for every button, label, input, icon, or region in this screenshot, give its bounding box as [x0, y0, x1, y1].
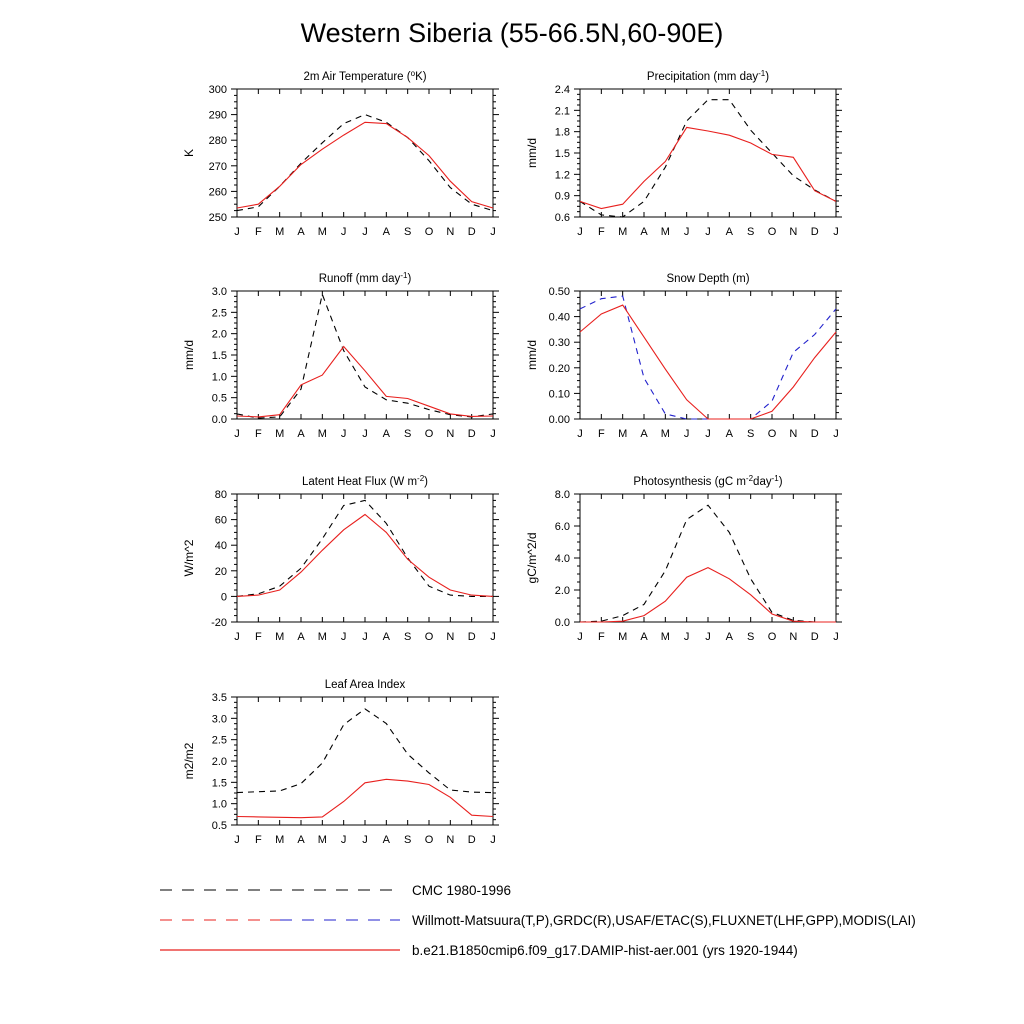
- panel-title: Photosynthesis (gC $m^{-2}day^{-1}$): [633, 474, 783, 488]
- plot-frame: [237, 291, 493, 419]
- plot-frame: [580, 494, 836, 622]
- series-line-model: [580, 127, 836, 208]
- y-tick-label: 3.0: [211, 713, 227, 726]
- x-tick-label: M: [618, 428, 628, 440]
- x-tick-label: O: [767, 428, 777, 440]
- legend-label: Willmott-Matsuura(T,P),GRDC(R),USAF/ETAC(S),FLUXNET(LHF,GPP),MODIS(LAI): [412, 913, 916, 928]
- y-tick-label: 1.0: [211, 371, 227, 384]
- y-tick-label: 60: [214, 514, 227, 527]
- y-tick-label: 2.0: [554, 585, 570, 597]
- y-tick-label: 3.5: [211, 692, 227, 704]
- x-tick-label: J: [683, 226, 690, 238]
- x-tick-label: D: [810, 428, 819, 440]
- x-tick-label: J: [362, 631, 368, 643]
- x-tick-label: J: [833, 428, 839, 440]
- x-tick-label: J: [577, 631, 583, 643]
- y-tick-label: 2.5: [211, 307, 227, 320]
- x-tick-label: N: [446, 428, 455, 440]
- x-tick-label: J: [362, 226, 368, 238]
- y-axis-label: mm/d: [525, 340, 539, 370]
- x-tick-label: M: [317, 226, 327, 238]
- x-tick-label: O: [424, 631, 434, 643]
- plot-frame: [237, 89, 493, 217]
- x-tick-label: O: [767, 631, 777, 643]
- series-line-obs: [237, 294, 493, 418]
- x-tick-label: F: [597, 428, 605, 440]
- panel-snow: [525, 273, 842, 440]
- x-tick-label: A: [297, 631, 305, 643]
- x-tick-label: D: [810, 226, 819, 238]
- y-tick-label: 40: [214, 540, 227, 553]
- series-line-obs: [237, 115, 493, 211]
- legend-label: b.e21.B1850cmip6.f09_g17.DAMIP-hist-aer.001 (yrs 1920-1944): [412, 943, 798, 958]
- series-line-model: [237, 347, 493, 417]
- x-tick-label: D: [467, 631, 476, 643]
- x-tick-label: J: [340, 226, 347, 238]
- y-tick-label: 0.6: [554, 212, 570, 224]
- x-tick-label: J: [683, 428, 690, 440]
- y-tick-label: 0.0: [554, 617, 570, 629]
- x-tick-label: A: [297, 226, 305, 238]
- series-line-model: [237, 515, 493, 597]
- x-tick-label: A: [725, 631, 734, 643]
- legend-item: [160, 883, 511, 898]
- panel-lai: [182, 679, 499, 846]
- x-tick-label: O: [424, 428, 434, 440]
- x-tick-label: M: [317, 834, 327, 846]
- x-tick-label: M: [317, 428, 327, 440]
- x-tick-label: J: [490, 226, 496, 238]
- x-tick-label: J: [683, 631, 690, 643]
- x-tick-label: M: [660, 631, 670, 643]
- x-tick-label: S: [403, 834, 412, 846]
- y-tick-label: 8.0: [554, 489, 570, 501]
- x-tick-label: S: [746, 428, 755, 440]
- x-tick-label: A: [297, 428, 305, 440]
- panel-temp: [182, 69, 499, 238]
- x-tick-label: A: [297, 834, 305, 846]
- y-tick-label: 270: [208, 160, 227, 173]
- legend-item: [160, 943, 798, 958]
- x-tick-label: D: [810, 631, 819, 643]
- y-tick-label: 1.2: [554, 169, 570, 182]
- y-tick-label: 250: [208, 212, 227, 224]
- x-tick-label: A: [725, 226, 734, 238]
- x-tick-label: N: [446, 631, 455, 643]
- plot-frame: [580, 291, 836, 419]
- y-tick-label: 0.50: [548, 286, 570, 298]
- panel-lhf: [182, 474, 499, 643]
- x-tick-label: M: [618, 631, 628, 643]
- series-line-obs: [237, 709, 493, 793]
- panel-title: Snow Depth (m): [666, 273, 750, 285]
- plot-frame: [237, 697, 493, 825]
- y-tick-label: 80: [214, 489, 227, 501]
- x-tick-label: J: [340, 631, 347, 643]
- y-tick-label: 1.5: [554, 148, 570, 160]
- y-tick-label: 0.20: [548, 362, 570, 375]
- y-tick-label: 2.0: [211, 328, 227, 341]
- x-tick-label: J: [833, 226, 839, 238]
- y-axis-label: gC/m^2/d: [525, 532, 539, 584]
- y-tick-label: 0.5: [211, 820, 227, 832]
- x-tick-label: N: [789, 428, 798, 440]
- x-tick-label: J: [490, 631, 496, 643]
- panel-title: 2m Air Temperature ($^o$K): [303, 69, 427, 83]
- x-tick-label: M: [660, 226, 670, 238]
- x-tick-label: S: [403, 631, 412, 643]
- legend-label: CMC 1980-1996: [412, 883, 512, 898]
- y-tick-label: 2.1: [554, 105, 570, 118]
- y-axis-label: mm/d: [525, 138, 539, 168]
- x-tick-label: J: [234, 631, 240, 643]
- x-tick-label: S: [746, 631, 755, 643]
- y-tick-label: 2.0: [211, 756, 227, 768]
- panel-title: Runoff (mm day$^{-1}$): [318, 271, 412, 285]
- plot-frame: [580, 89, 836, 217]
- y-tick-label: 0.9: [554, 190, 570, 203]
- page-title: Western Siberia (55-66.5N,60-90E): [300, 18, 724, 48]
- y-axis-label: K: [182, 148, 196, 158]
- y-axis-label: mm/d: [182, 340, 196, 370]
- x-tick-label: A: [640, 428, 648, 440]
- x-tick-label: M: [317, 631, 327, 643]
- y-tick-label: 0.30: [548, 337, 570, 350]
- series-line-model: [237, 122, 493, 208]
- x-tick-label: N: [789, 226, 798, 238]
- x-tick-label: J: [362, 428, 368, 440]
- legend: [0, 870, 1024, 970]
- y-tick-label: 1.8: [554, 126, 570, 139]
- plot-frame: [237, 494, 493, 622]
- x-tick-label: M: [275, 428, 285, 440]
- x-tick-label: N: [789, 631, 798, 643]
- y-axis-label: m2/m2: [182, 742, 196, 780]
- series-line-obs: [580, 505, 836, 622]
- x-tick-label: S: [403, 226, 412, 238]
- y-tick-label: 4.0: [554, 553, 570, 565]
- y-tick-label: 0.00: [548, 414, 570, 426]
- y-axis-label: W/m^2: [182, 539, 196, 577]
- x-tick-label: A: [640, 631, 648, 643]
- x-tick-label: J: [490, 834, 496, 846]
- x-tick-label: D: [467, 428, 476, 440]
- x-tick-label: D: [467, 226, 476, 238]
- y-tick-label: 2.5: [211, 734, 227, 747]
- panel-runoff: [182, 271, 499, 440]
- panel-title: Latent Heat Flux (W $m^{-2}$): [301, 474, 429, 488]
- x-tick-label: J: [234, 226, 240, 238]
- y-tick-label: 20: [214, 565, 227, 578]
- series-line-model: [237, 779, 493, 817]
- panel-title: Precipitation (mm day$^{-1}$): [646, 69, 770, 83]
- x-tick-label: M: [275, 631, 285, 643]
- y-tick-label: 1.5: [211, 350, 227, 362]
- x-tick-label: J: [234, 834, 240, 846]
- x-tick-label: O: [424, 226, 434, 238]
- x-tick-label: F: [597, 631, 605, 643]
- y-tick-label: 290: [208, 109, 227, 122]
- x-tick-label: F: [254, 226, 262, 238]
- x-tick-label: F: [254, 834, 262, 846]
- series-line-obs_snow: [580, 296, 836, 419]
- x-tick-label: J: [705, 226, 711, 238]
- y-tick-label: 2.4: [554, 84, 570, 96]
- x-tick-label: J: [362, 834, 368, 846]
- panel-precip: [525, 69, 842, 238]
- series-line-model: [580, 305, 836, 419]
- panel-gpp: [525, 474, 842, 643]
- x-tick-label: A: [640, 226, 648, 238]
- x-tick-label: N: [446, 226, 455, 238]
- x-tick-label: O: [424, 834, 434, 846]
- x-tick-label: N: [446, 834, 455, 846]
- x-tick-label: J: [340, 834, 347, 846]
- x-tick-label: J: [340, 428, 347, 440]
- y-tick-label: 1.5: [211, 777, 227, 790]
- y-tick-label: 0: [220, 591, 227, 604]
- y-tick-label: 280: [208, 135, 227, 148]
- x-tick-label: J: [577, 428, 583, 440]
- y-tick-label: 3.0: [211, 286, 227, 298]
- x-tick-label: M: [618, 226, 628, 238]
- x-tick-label: O: [767, 226, 777, 238]
- x-tick-label: F: [254, 428, 262, 440]
- x-tick-label: D: [467, 834, 476, 846]
- y-tick-label: 0.40: [548, 311, 570, 324]
- x-tick-label: A: [382, 631, 391, 643]
- y-tick-label: 6.0: [554, 521, 570, 533]
- series-line-model: [580, 568, 836, 622]
- x-tick-label: J: [833, 631, 839, 643]
- y-tick-label: -20: [211, 617, 227, 629]
- x-tick-label: M: [275, 226, 285, 238]
- x-tick-label: J: [577, 226, 583, 238]
- x-tick-label: A: [382, 226, 391, 238]
- legend-item: [160, 913, 916, 928]
- x-tick-label: F: [597, 226, 605, 238]
- y-tick-label: 260: [208, 186, 227, 199]
- y-tick-label: 0.5: [211, 392, 227, 405]
- x-tick-label: M: [660, 428, 670, 440]
- x-tick-label: F: [254, 631, 262, 643]
- x-tick-label: A: [725, 428, 734, 440]
- x-tick-label: J: [705, 631, 711, 643]
- y-tick-label: 0.10: [548, 388, 570, 401]
- series-line-obs: [580, 100, 836, 217]
- x-tick-label: M: [275, 834, 285, 846]
- x-tick-label: S: [746, 226, 755, 238]
- x-tick-label: S: [403, 428, 412, 440]
- y-tick-label: 1.0: [211, 798, 227, 811]
- x-tick-label: J: [705, 428, 711, 440]
- y-tick-label: 0.0: [211, 414, 227, 426]
- x-tick-label: A: [382, 428, 391, 440]
- x-tick-label: J: [490, 428, 496, 440]
- x-tick-label: A: [382, 834, 391, 846]
- panel-title: Leaf Area Index: [324, 679, 406, 691]
- y-tick-label: 300: [208, 84, 227, 96]
- x-tick-label: J: [234, 428, 240, 440]
